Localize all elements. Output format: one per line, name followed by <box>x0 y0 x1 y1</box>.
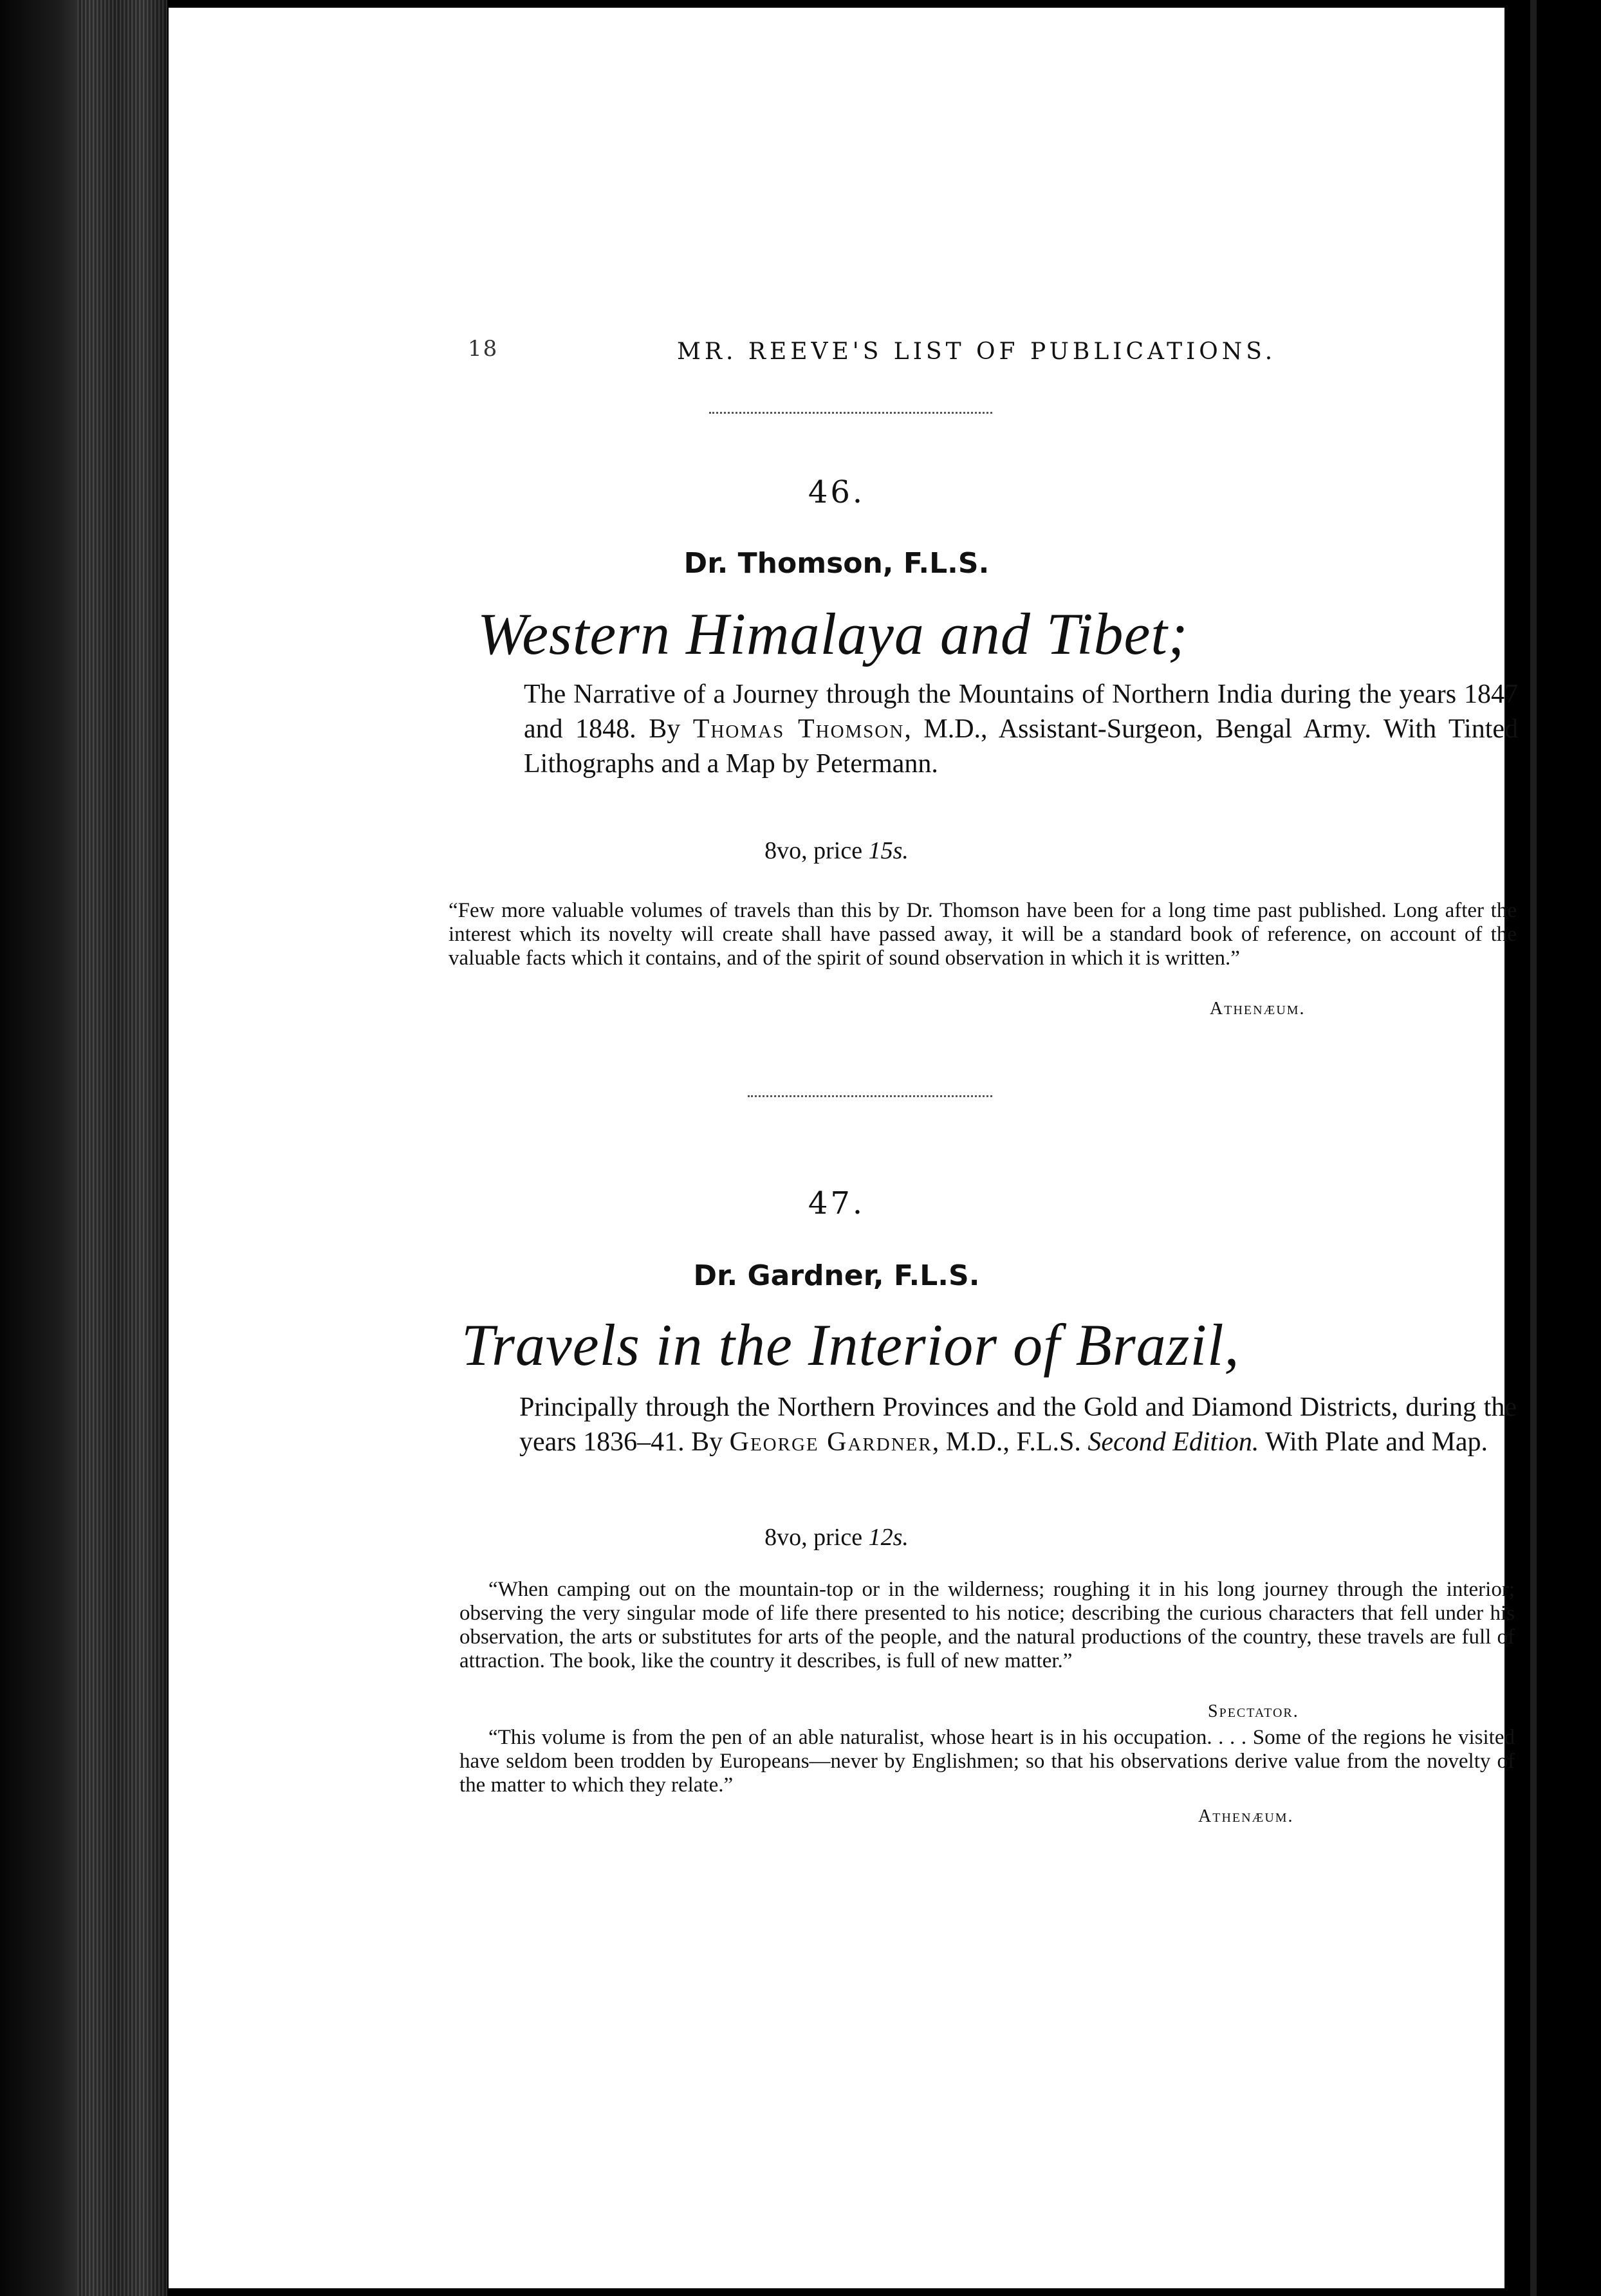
review-quote: “When camping out on the mountain-top or in the wilderness; roughing it in his long journey through the interior; observing the very singular mode of life there presented to his notice; describing the curious characters that fell under his observation, the arts or substitutes for arts of the people, and the natural productions of the country, these travels are full of attraction. The book, like the country it describes, is full of new matter.” <box>459 1578 1515 1672</box>
book-description <box>524 677 1518 781</box>
price-label: 8vo, price <box>764 1524 869 1551</box>
description-text: Principally through the Northern Provinces and the Gold and Diamond Districts, during the years 1836–41. By <box>519 1393 1517 1457</box>
section-divider <box>709 412 992 414</box>
page-sheet <box>169 8 1519 2288</box>
entry-author: Dr. Gardner, F.L.S. <box>693 1259 980 1292</box>
review-source: Athenæum. <box>1210 999 1306 1019</box>
description-author-name: Thomas Thomson <box>692 714 905 744</box>
description-text: The Narrative of a Journey through the Mountains of Northern India during the years 1847 and 1848. By <box>524 680 1518 744</box>
description-text: , M.D., Assistant-Surgeon, Bengal Army. With Tinted Lithographs and a Map by Petermann. <box>524 714 1519 779</box>
entry-number: 47. <box>808 1185 865 1221</box>
book-title: Western Himalaya and Tibet; <box>477 601 1189 667</box>
entry-number: 46. <box>808 474 865 510</box>
scan-background-right <box>1506 0 1601 2296</box>
page-number: 18 <box>468 336 499 362</box>
book-description <box>519 1390 1517 1459</box>
facing-page-edge <box>1530 0 1537 2296</box>
edition-note: Second Edition. <box>1087 1427 1259 1457</box>
entry-author: Dr. Thomson, F.L.S. <box>683 547 990 580</box>
review-source: Athenæum. <box>1198 1806 1294 1826</box>
book-price <box>169 837 1504 865</box>
review-source: Spectator. <box>1208 1701 1299 1721</box>
price-value: 12s. <box>868 1524 909 1551</box>
book-title: Travels in the Interior of Brazil, <box>461 1312 1240 1378</box>
description-author-name: George Gardner <box>729 1427 932 1457</box>
description-text: , M.D., F.L.S. <box>932 1427 1088 1457</box>
book-price <box>169 1523 1504 1551</box>
running-head: MR. REEVE'S LIST OF PUBLICATIONS. <box>677 338 1277 365</box>
page-stack-edge <box>77 0 167 2296</box>
description-text: With Plate and Map. <box>1259 1427 1488 1457</box>
section-divider <box>748 1095 992 1097</box>
price-label: 8vo, price <box>764 837 869 864</box>
page-header <box>169 336 1504 368</box>
review-quote: “This volume is from the pen of an able naturalist, whose heart is in his occupation. . . . Some of the regions he visited have seldom been trodden by Europeans—never by Englishmen; so that his observations derive value from the novelty of the matter to which they relate.” <box>459 1726 1515 1797</box>
price-value: 15s. <box>868 837 909 864</box>
review-quote: “Few more valuable volumes of travels than this by Dr. Thomson have been for a long time past published. Long after the interest which its novelty will create shall have passed away, it will be a standard book of reference, on account of the valuable facts which it contains, and of the spirit of sound observation in which it is written.” <box>449 899 1517 970</box>
